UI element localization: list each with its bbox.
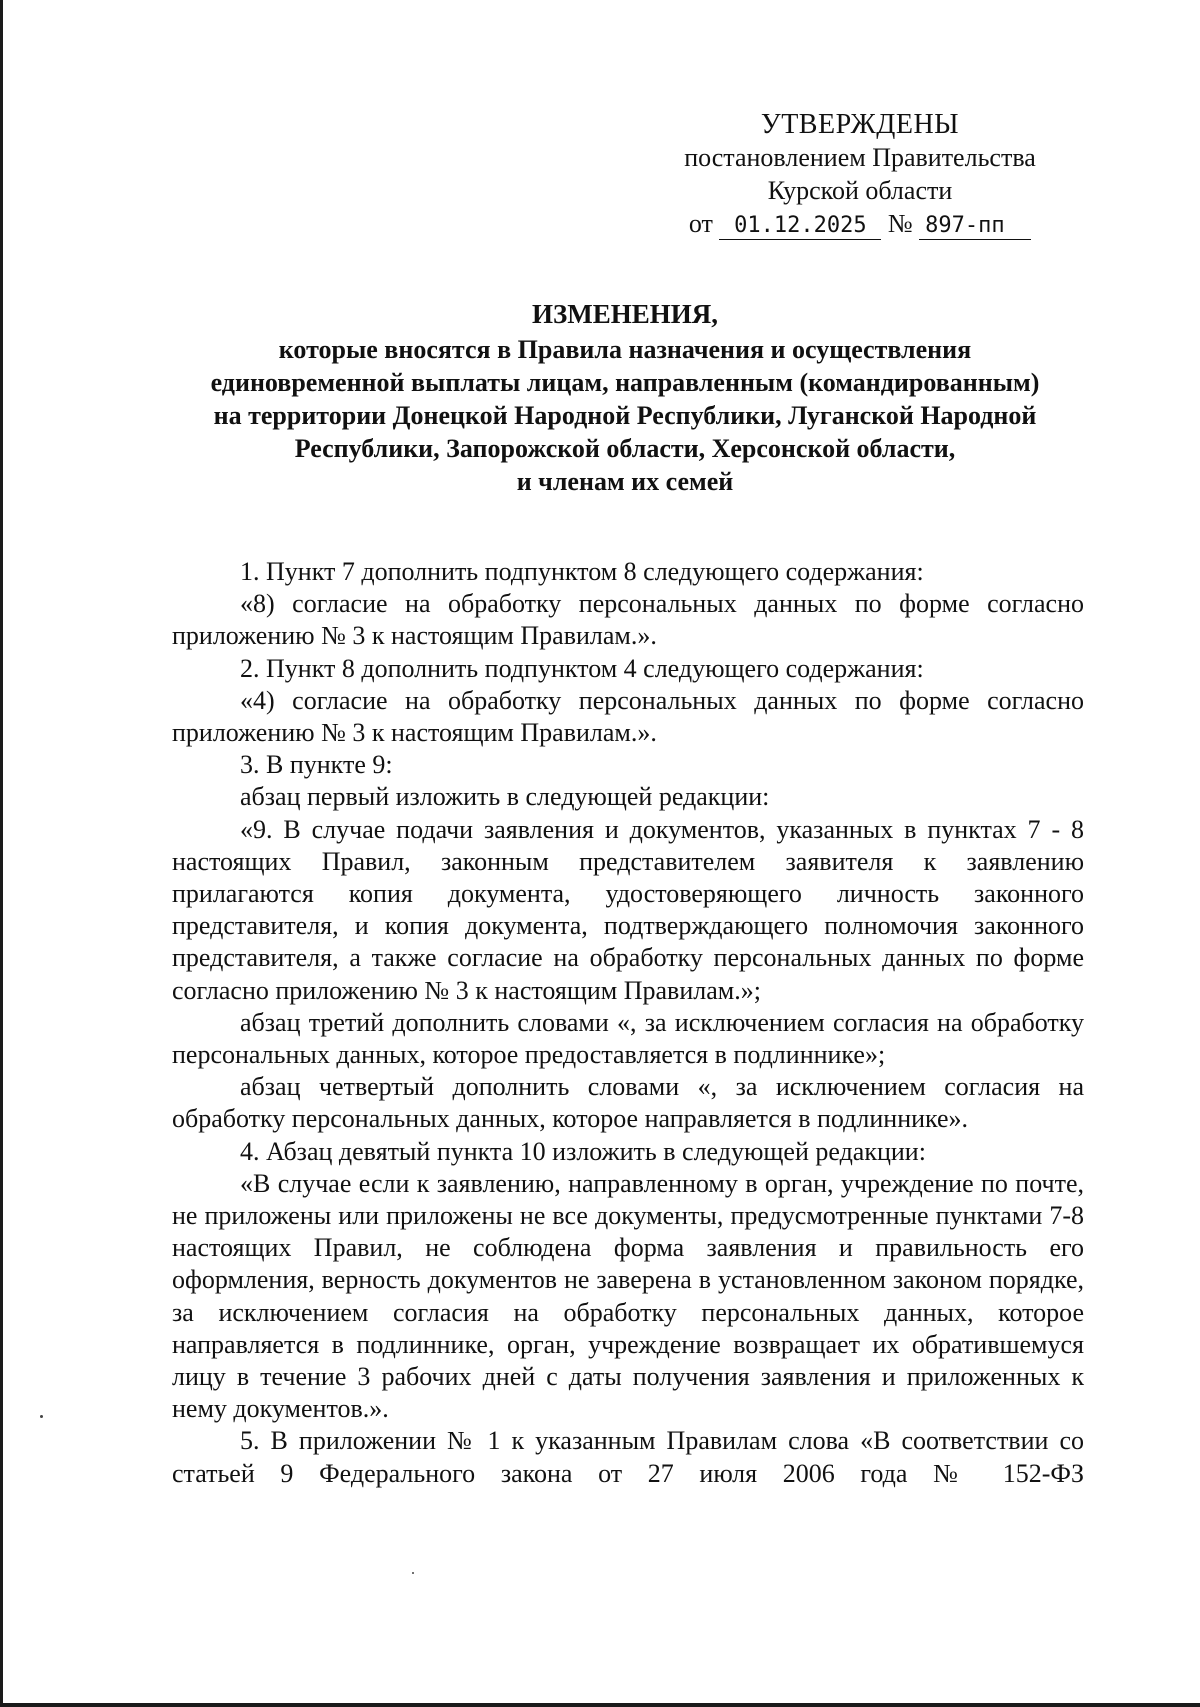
paragraph: «4) согласие на обработку персональных данных по форме согласно приложению № 3 к настоящим Правилам.». [172, 685, 1084, 748]
paragraph: абзац первый изложить в следующей редакции: [240, 782, 770, 812]
paragraph: «9. В случае подачи заявления и документов, указанных в пунктах 7 - 8 настоящих Правил, законным представителем заявителя к заявлению прилагаются копия документа, удостоверяющего личность законного представителя, и копия документа, подтверждающего полномочия законного представителя, а также согласие на обработку персональных данных по форме согласно приложению № 3 к настоящим Правилам.»; [172, 814, 1084, 1005]
title-sub-line: на территории Донецкой Народной Республики, Луганской Народной [213, 401, 1037, 430]
paragraph: абзац четвертый дополнить словами «, за исключением согласия на обработку персональных данных, которое направляется в подлиннике». [172, 1072, 1084, 1134]
paragraph: «В случае если к заявлению, направленному в орган, учреждение по почте, не приложены или приложены не все документы, предусмотренные пунктами 7-8 настоящих Правил, не соблюдена форма заявления и правильность его оформления, верность документов не заверена в установленном законом порядке, за исключением согласия на обработку персональных данных, которое направляется в подлиннике, орган, учреждение возвращает их обратившемуся лицу в течение 3 рабочих дней с даты получения заявления и приложенных к нему документов.». [172, 1168, 1084, 1424]
scan-edge-left [0, 0, 3, 1707]
scan-speck [40, 1415, 43, 1418]
title-sub-line: Республики, Запорожской области, Херсонской области, [294, 434, 956, 463]
paragraph: 4. Абзац девятый пункта 10 изложить в следующей редакции: [240, 1136, 926, 1166]
approval-heading: УТВЕРЖДЕНЫ [760, 109, 960, 140]
paragraph: 2. Пункт 8 дополнить подпунктом 4 следующего содержания: [240, 653, 924, 683]
title-sub-line: единовременной выплаты лицам, направленным (командированным) [210, 368, 1040, 397]
title-sub-line: которые вносятся в Правила назначения и осуществления [278, 335, 972, 364]
approval-date: 01.12.2025 [719, 213, 881, 240]
date-prefix: от [688, 209, 713, 238]
document-title [160, 298, 1090, 498]
document-body [172, 556, 1084, 1490]
approval-number: 897-пп [919, 213, 1031, 240]
paragraph: 1. Пункт 7 дополнить подпунктом 8 следующего содержания: [240, 557, 924, 586]
title-sub-line: и членам их семей [516, 467, 734, 496]
approval-line-2: Курской области [767, 176, 953, 205]
number-prefix: № [887, 209, 913, 238]
paragraph: 3. В пункте 9: [240, 750, 393, 780]
scan-edge-bottom [0, 1703, 1200, 1707]
title-main: ИЗМЕНЕНИЯ, [531, 299, 718, 329]
approval-stamp-block [640, 108, 1080, 240]
paragraph: абзац третий дополнить словами «, за исключением согласия на обработку персональных данных, которое предоставляется в подлиннике»; [172, 1007, 1084, 1070]
paragraph: 5. В приложении № 1 к указанным Правилам слова «В соответствии со статьей 9 Федерального закона от 27 июля 2006 года № 152-ФЗ [172, 1426, 1084, 1488]
scan-speck [412, 1572, 414, 1574]
approval-date-line [640, 207, 1080, 240]
approval-line-1: постановлением Правительства [684, 143, 1036, 172]
paragraph: «8) согласие на обработку персональных данных по форме согласно приложению № 3 к настоящим Правилам.». [172, 589, 1084, 651]
